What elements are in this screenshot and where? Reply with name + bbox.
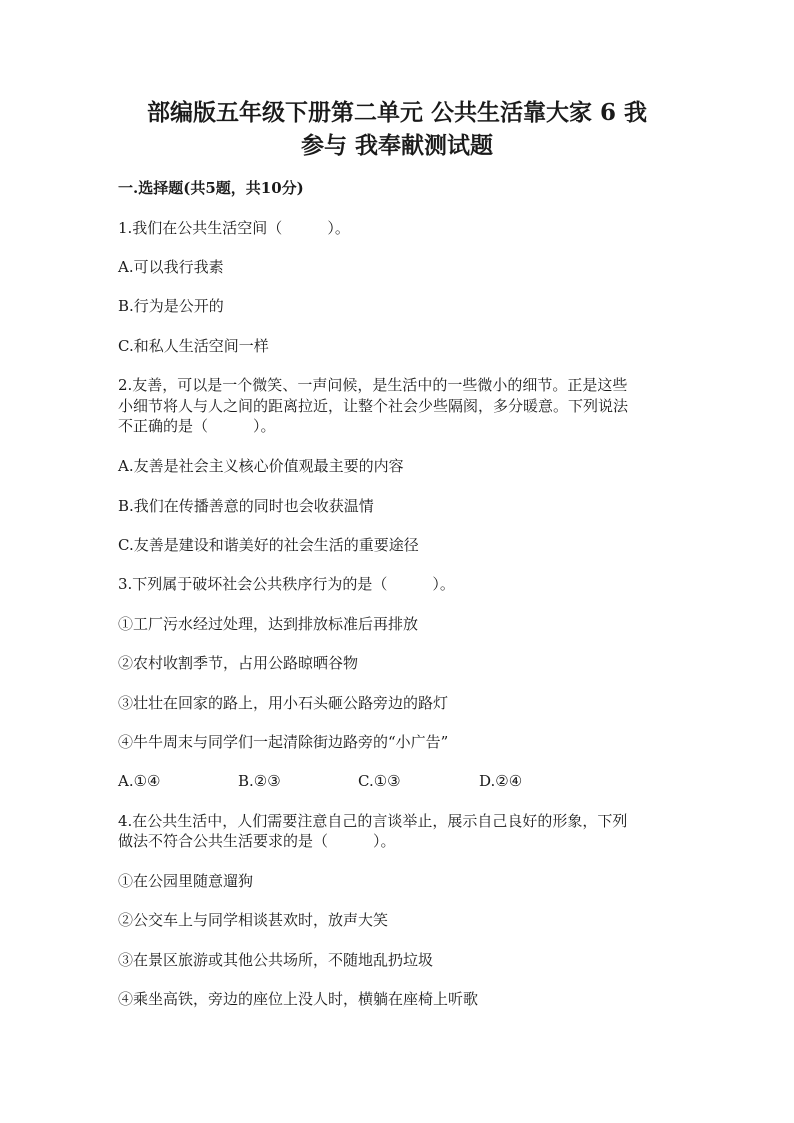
question-3-item-4: ④牛牛周末与同学们一起清除街边路旁的“小广告” bbox=[118, 733, 449, 751]
question-1-option-c: C.和私人生活空间一样 bbox=[118, 337, 269, 355]
question-1-option-a: A.可以我行我素 bbox=[118, 258, 224, 276]
question-1-option-b: B.行为是公开的 bbox=[118, 297, 224, 315]
question-3-option-c: C.①③ bbox=[358, 772, 401, 790]
question-1-stem: 1.我们在公共生活空间（ ）。 bbox=[118, 219, 350, 237]
page-title-line-2: 参与 我奉献测试题 bbox=[300, 132, 493, 159]
question-3-item-3: ③壮壮在回家的路上，用小石头砸公路旁边的路灯 bbox=[118, 694, 449, 712]
question-4-item-2: ②公交车上与同学相谈甚欢时，放声大笑 bbox=[118, 911, 389, 929]
question-3-stem: 3.下列属于破坏社会公共秩序行为的是（ ）。 bbox=[118, 575, 455, 593]
question-4-item-4: ④乘坐高铁，旁边的座位上没人时，横躺在座椅上听歌 bbox=[118, 990, 479, 1008]
question-3-option-a: A.①④ bbox=[118, 772, 161, 790]
question-2-option-b: B.我们在传播善意的同时也会收获温情 bbox=[118, 497, 374, 515]
section-heading: 一.选择题(共5题，共10分) bbox=[118, 179, 304, 197]
question-3-options bbox=[118, 771, 678, 791]
question-2-option-a: A.友善是社会主义核心价值观最主要的内容 bbox=[118, 457, 404, 475]
question-2-option-c: C.友善是建设和谐美好的社会生活的重要途径 bbox=[118, 536, 419, 554]
question-4-item-1: ①在公园里随意遛狗 bbox=[118, 872, 254, 890]
question-3-item-2: ②农村收割季节，占用公路晾晒谷物 bbox=[118, 654, 359, 672]
question-4-stem-line-1: 4.在公共生活中，人们需要注意自己的言谈举止，展示自己良好的形象，下列 bbox=[118, 812, 628, 830]
question-4-item-3: ③在景区旅游或其他公共场所，不随地乱扔垃圾 bbox=[118, 951, 434, 969]
question-3-item-1: ①工厂污水经过处理，达到排放标准后再排放 bbox=[118, 615, 419, 633]
page-title-line-1: 部编版五年级下册第二单元 公共生活靠大家 6 我 bbox=[146, 99, 648, 126]
question-2-stem-line-2: 小细节将人与人之间的距离拉近，让整个社会少些隔阂，多分暖意。下列说法 bbox=[118, 397, 629, 415]
question-4-stem-line-2: 做法不符合公共生活要求的是（ ）。 bbox=[118, 832, 396, 850]
question-3-option-b: B.②③ bbox=[238, 772, 281, 790]
question-2-stem-line-1: 2.友善，可以是一个微笑、一声问候，是生活中的一些微小的细节。正是这些 bbox=[118, 376, 628, 394]
question-2-stem-line-3: 不正确的是（ ）。 bbox=[118, 417, 276, 435]
question-3-option-d: D.②④ bbox=[479, 772, 523, 790]
